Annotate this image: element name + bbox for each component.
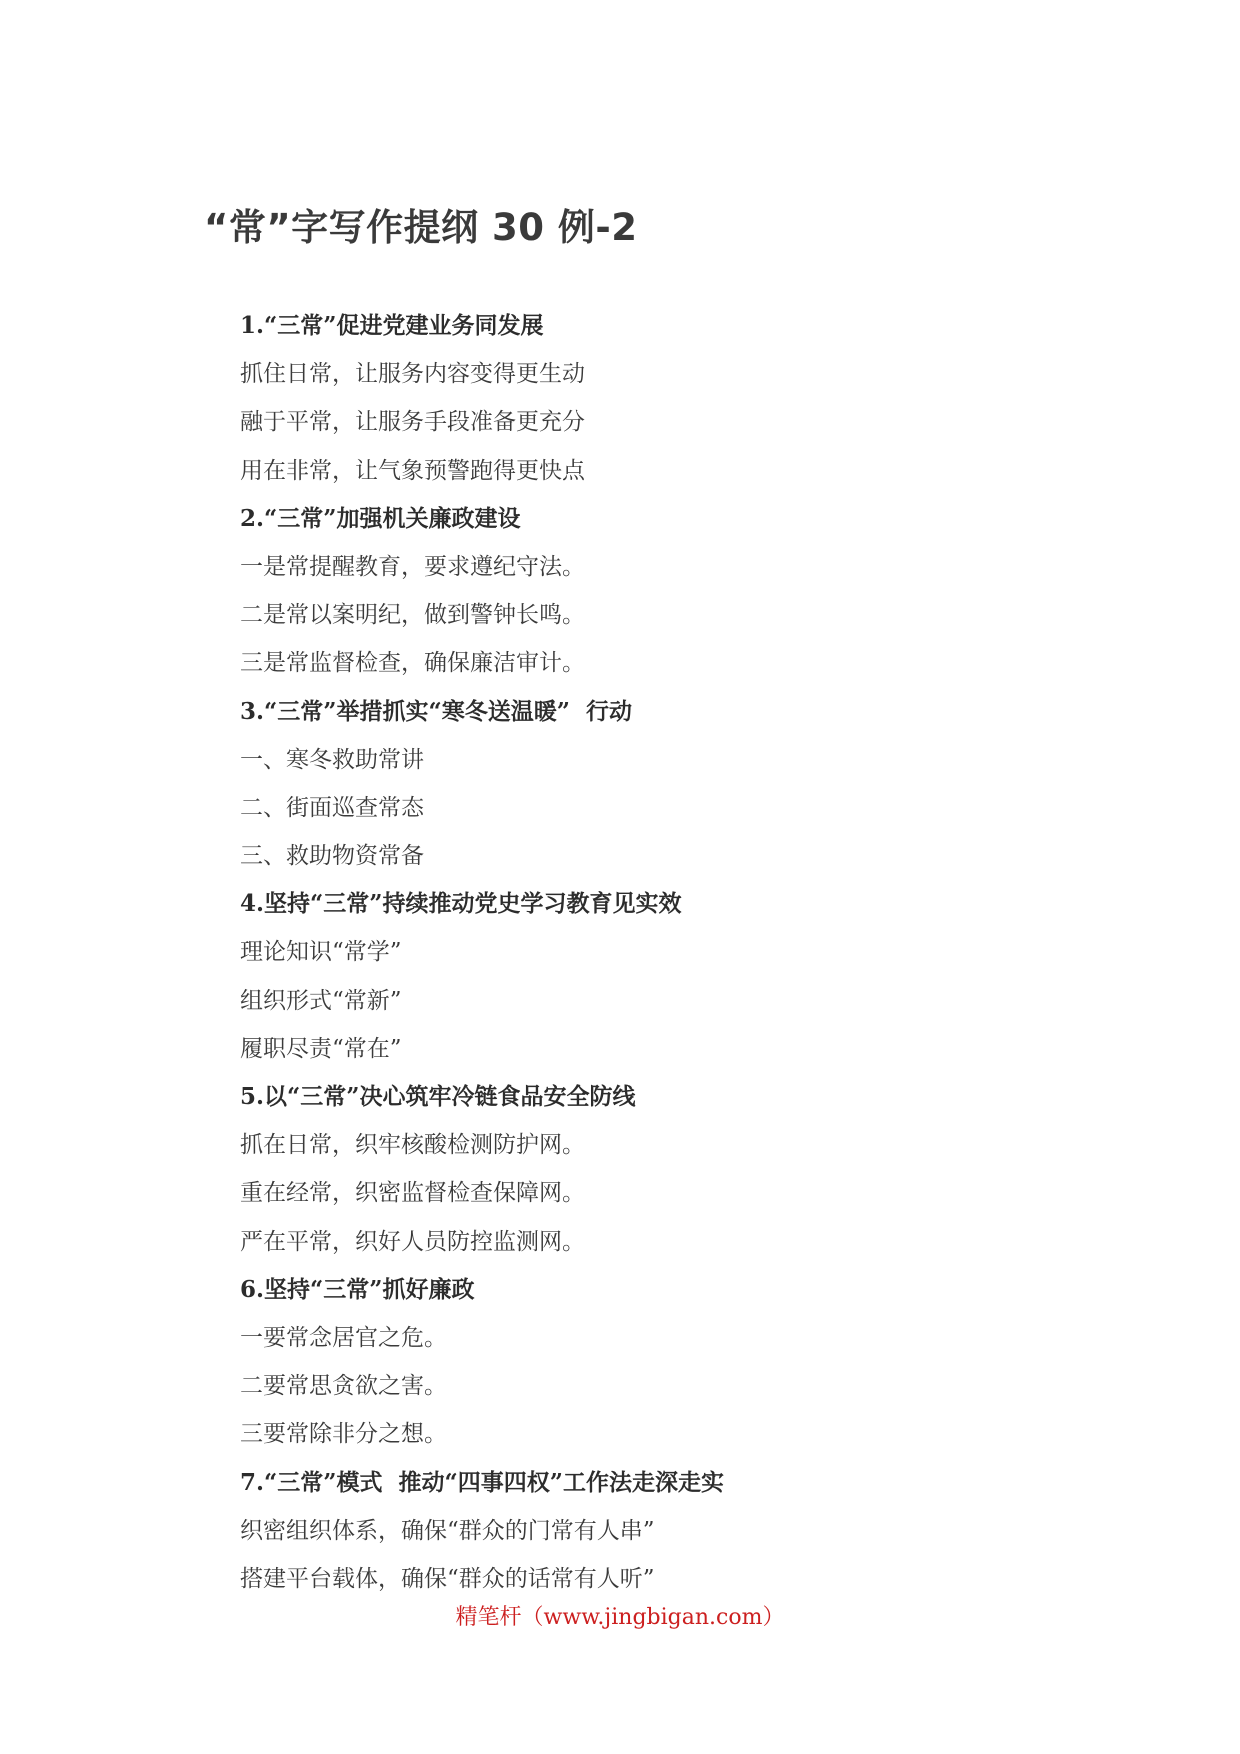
section-line: 织密组织体系，确保“群众的门常有人串”	[240, 1517, 655, 1544]
footer-watermark: 精笔杆（www.jingbigan.com）	[455, 1605, 785, 1630]
section-line: 理论知识“常学”	[240, 939, 402, 966]
section-line: 二、街面巡查常态	[240, 794, 424, 821]
section-line: 一是常提醒教育，要求遵纪守法。	[240, 553, 585, 580]
section-line: 一要常念居官之危。	[240, 1324, 447, 1351]
section-heading: 2.“三常”加强机关廉政建设	[240, 504, 521, 532]
section-line: 履职尽责“常在”	[240, 1035, 402, 1062]
section-line: 二要常思贪欲之害。	[240, 1373, 447, 1400]
section-line: 三是常监督检查，确保廉洁审计。	[240, 650, 585, 677]
section-heading: 6.坚持“三常”抓好廉政	[240, 1275, 475, 1303]
section-line: 严在平常，织好人员防控监测网。	[240, 1228, 585, 1255]
document-title: “常”字写作提纲 30 例-2	[204, 206, 638, 249]
section-line: 二是常以案明纪，做到警钟长鸣。	[240, 602, 585, 629]
section-heading: 7.“三常”模式 推动“四事四权”工作法走深走实	[240, 1468, 724, 1496]
section-line: 抓在日常，织牢核酸检测防护网。	[240, 1132, 585, 1159]
section-line: 用在非常，让气象预警跑得更快点	[240, 457, 585, 484]
section-line: 组织形式“常新”	[240, 987, 402, 1014]
section-line: 抓住日常，让服务内容变得更生动	[240, 361, 585, 388]
section-line: 三、救助物资常备	[240, 843, 424, 870]
section-line: 一、寒冬救助常讲	[240, 746, 424, 773]
section-line: 融于平常，让服务手段准备更充分	[240, 409, 585, 436]
section-line: 三要常除非分之想。	[240, 1421, 447, 1448]
section-heading: 3.“三常”举措抓实“寒冬送温暖” 行动	[240, 697, 632, 725]
section-heading: 4.坚持“三常”持续推动党史学习教育见实效	[240, 890, 682, 918]
section-heading: 1.“三常”促进党建业务同发展	[240, 312, 544, 339]
outline-sections	[240, 302, 1140, 1603]
section-line: 搭建平台载体，确保“群众的话常有人听”	[240, 1565, 655, 1592]
section-heading: 5.以“三常”决心筑牢冷链食品安全防线	[240, 1083, 636, 1110]
section-line: 重在经常，织密监督检查保障网。	[240, 1180, 585, 1207]
